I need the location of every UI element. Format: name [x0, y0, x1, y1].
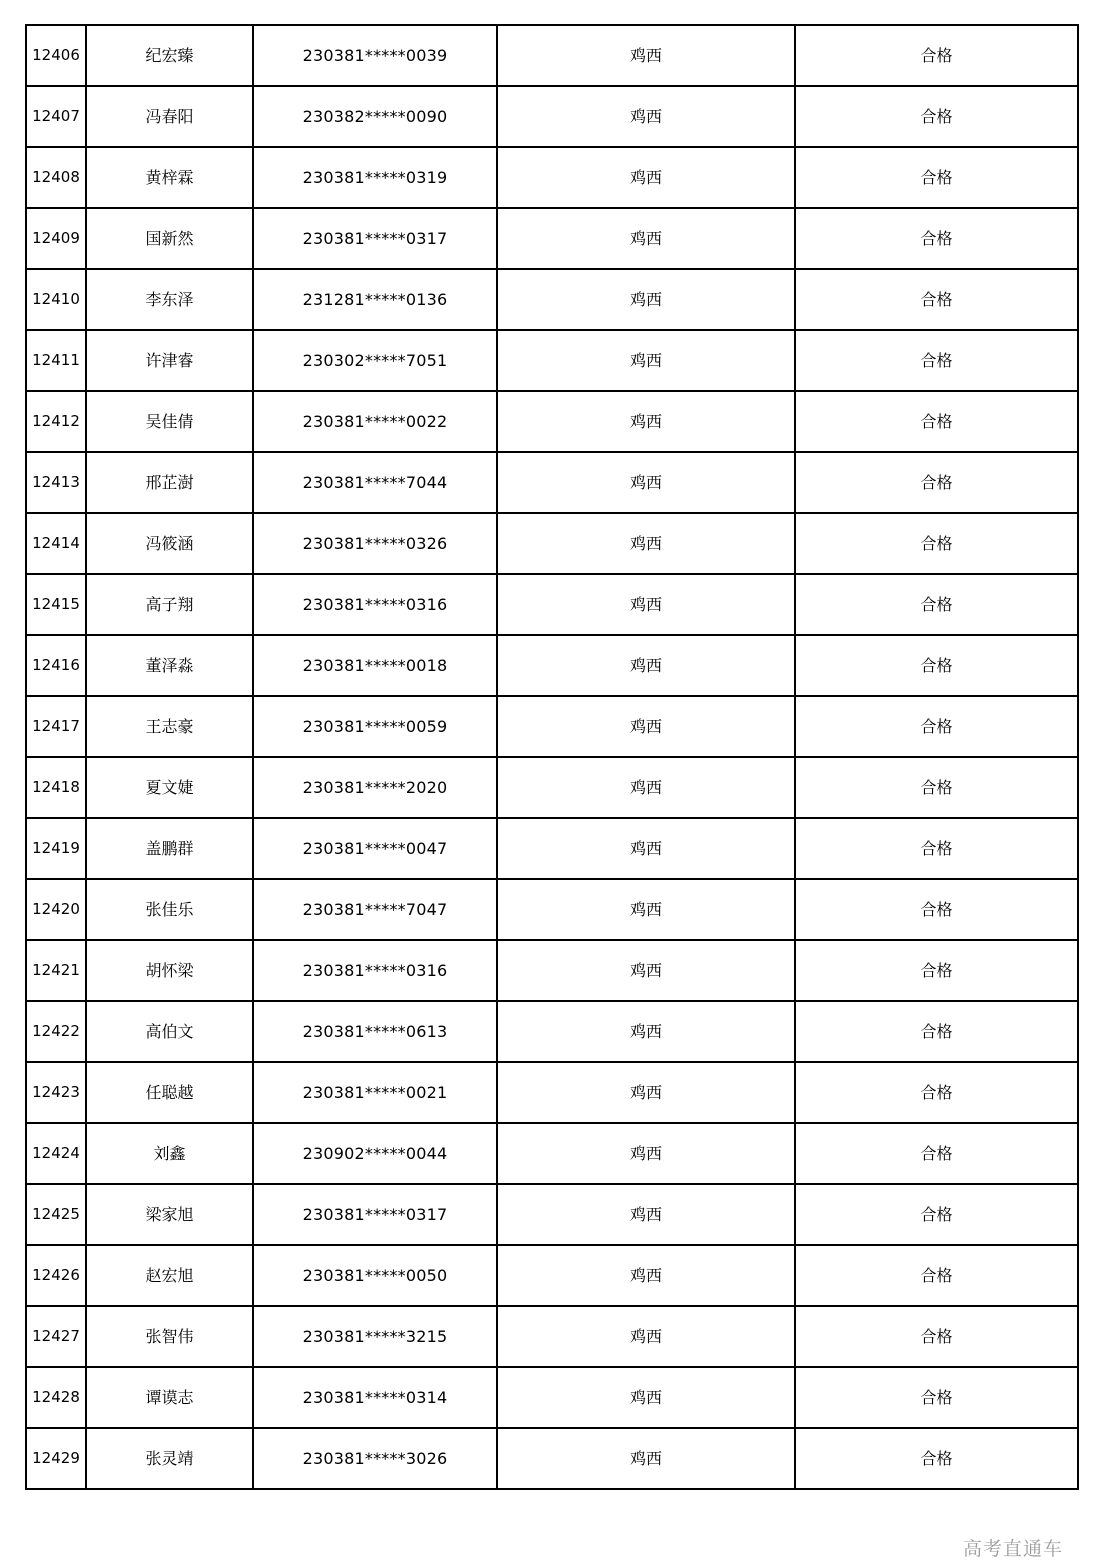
- cell-result: 合格: [795, 1001, 1078, 1062]
- cell-region: 鸡西: [497, 86, 795, 147]
- cell-region: 鸡西: [497, 1001, 795, 1062]
- cell-result: 合格: [795, 696, 1078, 757]
- cell-name: 任聪越: [86, 1062, 253, 1123]
- cell-region: 鸡西: [497, 1428, 795, 1489]
- cell-region: 鸡西: [497, 696, 795, 757]
- table-row: [26, 818, 1078, 879]
- table-row: [26, 879, 1078, 940]
- cell-id-number: 230381*****0317: [253, 208, 497, 269]
- cell-name: 黄梓霖: [86, 147, 253, 208]
- cell-number: 12414: [26, 513, 86, 574]
- cell-region: 鸡西: [497, 1062, 795, 1123]
- cell-result: 合格: [795, 1367, 1078, 1428]
- cell-name: 张智伟: [86, 1306, 253, 1367]
- table-row: [26, 574, 1078, 635]
- cell-id-number: 230381*****0039: [253, 25, 497, 86]
- cell-result: 合格: [795, 1245, 1078, 1306]
- cell-number: 12411: [26, 330, 86, 391]
- cell-name: 国新然: [86, 208, 253, 269]
- cell-region: 鸡西: [497, 391, 795, 452]
- cell-result: 合格: [795, 574, 1078, 635]
- cell-result: 合格: [795, 86, 1078, 147]
- table-row: [26, 1367, 1078, 1428]
- cell-name: 张佳乐: [86, 879, 253, 940]
- cell-id-number: 230381*****3215: [253, 1306, 497, 1367]
- cell-number: 12415: [26, 574, 86, 635]
- table-row: [26, 1306, 1078, 1367]
- cell-number: 12420: [26, 879, 86, 940]
- cell-result: 合格: [795, 940, 1078, 1001]
- cell-number: 12425: [26, 1184, 86, 1245]
- cell-region: 鸡西: [497, 1123, 795, 1184]
- cell-number: 12424: [26, 1123, 86, 1184]
- cell-number: 12418: [26, 757, 86, 818]
- cell-id-number: 230381*****3026: [253, 1428, 497, 1489]
- table-row: [26, 1428, 1078, 1489]
- cell-result: 合格: [795, 269, 1078, 330]
- cell-region: 鸡西: [497, 940, 795, 1001]
- table-row: [26, 635, 1078, 696]
- cell-number: 12429: [26, 1428, 86, 1489]
- cell-id-number: 230381*****0018: [253, 635, 497, 696]
- cell-number: 12423: [26, 1062, 86, 1123]
- cell-region: 鸡西: [497, 879, 795, 940]
- cell-number: 12426: [26, 1245, 86, 1306]
- table-row: [26, 330, 1078, 391]
- cell-number: 12416: [26, 635, 86, 696]
- cell-result: 合格: [795, 635, 1078, 696]
- cell-id-number: 230381*****2020: [253, 757, 497, 818]
- cell-region: 鸡西: [497, 452, 795, 513]
- table-row: [26, 757, 1078, 818]
- cell-region: 鸡西: [497, 208, 795, 269]
- cell-id-number: 230381*****0314: [253, 1367, 497, 1428]
- cell-name: 纪宏臻: [86, 25, 253, 86]
- cell-region: 鸡西: [497, 25, 795, 86]
- cell-name: 邢芷澍: [86, 452, 253, 513]
- cell-number: 12410: [26, 269, 86, 330]
- watermark: 高考直通车: [963, 1538, 1064, 1560]
- cell-result: 合格: [795, 330, 1078, 391]
- cell-id-number: 230902*****0044: [253, 1123, 497, 1184]
- cell-region: 鸡西: [497, 1245, 795, 1306]
- cell-result: 合格: [795, 1123, 1078, 1184]
- cell-id-number: 231281*****0136: [253, 269, 497, 330]
- cell-result: 合格: [795, 208, 1078, 269]
- cell-name: 谭谟志: [86, 1367, 253, 1428]
- cell-id-number: 230381*****0050: [253, 1245, 497, 1306]
- cell-result: 合格: [795, 818, 1078, 879]
- table-row: [26, 513, 1078, 574]
- cell-region: 鸡西: [497, 574, 795, 635]
- cell-number: 12417: [26, 696, 86, 757]
- cell-id-number: 230381*****0047: [253, 818, 497, 879]
- cell-result: 合格: [795, 25, 1078, 86]
- cell-number: 12407: [26, 86, 86, 147]
- cell-number: 12422: [26, 1001, 86, 1062]
- cell-number: 12421: [26, 940, 86, 1001]
- cell-number: 12408: [26, 147, 86, 208]
- cell-region: 鸡西: [497, 635, 795, 696]
- cell-result: 合格: [795, 452, 1078, 513]
- cell-id-number: 230381*****0021: [253, 1062, 497, 1123]
- cell-region: 鸡西: [497, 1367, 795, 1428]
- cell-name: 高子翔: [86, 574, 253, 635]
- cell-id-number: 230381*****0319: [253, 147, 497, 208]
- cell-region: 鸡西: [497, 818, 795, 879]
- cell-id-number: 230381*****0613: [253, 1001, 497, 1062]
- cell-name: 夏文婕: [86, 757, 253, 818]
- cell-id-number: 230381*****7047: [253, 879, 497, 940]
- cell-id-number: 230381*****0326: [253, 513, 497, 574]
- table-row: [26, 452, 1078, 513]
- cell-name: 冯春阳: [86, 86, 253, 147]
- cell-name: 李东泽: [86, 269, 253, 330]
- cell-name: 梁家旭: [86, 1184, 253, 1245]
- table-row: [26, 1184, 1078, 1245]
- cell-result: 合格: [795, 513, 1078, 574]
- cell-id-number: 230381*****0316: [253, 574, 497, 635]
- cell-name: 吴佳倩: [86, 391, 253, 452]
- cell-result: 合格: [795, 1062, 1078, 1123]
- cell-region: 鸡西: [497, 513, 795, 574]
- cell-id-number: 230381*****0316: [253, 940, 497, 1001]
- table-row: [26, 25, 1078, 86]
- cell-number: 12427: [26, 1306, 86, 1367]
- table-row: [26, 1245, 1078, 1306]
- cell-name: 胡怀梁: [86, 940, 253, 1001]
- cell-id-number: 230302*****7051: [253, 330, 497, 391]
- cell-name: 盖鹏群: [86, 818, 253, 879]
- cell-name: 王志豪: [86, 696, 253, 757]
- cell-result: 合格: [795, 1428, 1078, 1489]
- cell-name: 赵宏旭: [86, 1245, 253, 1306]
- table-row: [26, 1123, 1078, 1184]
- cell-result: 合格: [795, 1306, 1078, 1367]
- cell-number: 12413: [26, 452, 86, 513]
- cell-region: 鸡西: [497, 1184, 795, 1245]
- cell-number: 12419: [26, 818, 86, 879]
- cell-number: 12428: [26, 1367, 86, 1428]
- table-row: [26, 1001, 1078, 1062]
- cell-result: 合格: [795, 879, 1078, 940]
- cell-id-number: 230381*****0022: [253, 391, 497, 452]
- cell-name: 冯筱涵: [86, 513, 253, 574]
- cell-result: 合格: [795, 1184, 1078, 1245]
- cell-number: 12412: [26, 391, 86, 452]
- cell-id-number: 230381*****7044: [253, 452, 497, 513]
- table-row: [26, 208, 1078, 269]
- cell-name: 许津睿: [86, 330, 253, 391]
- cell-result: 合格: [795, 757, 1078, 818]
- cell-name: 张灵靖: [86, 1428, 253, 1489]
- cell-region: 鸡西: [497, 757, 795, 818]
- cell-number: 12406: [26, 25, 86, 86]
- table-row: [26, 696, 1078, 757]
- cell-number: 12409: [26, 208, 86, 269]
- roster-table-body: [26, 25, 1078, 1489]
- table-row: [26, 1062, 1078, 1123]
- table-row: [26, 391, 1078, 452]
- cell-region: 鸡西: [497, 269, 795, 330]
- cell-name: 高伯文: [86, 1001, 253, 1062]
- cell-id-number: 230381*****0059: [253, 696, 497, 757]
- cell-name: 董泽淼: [86, 635, 253, 696]
- cell-id-number: 230381*****0317: [253, 1184, 497, 1245]
- cell-region: 鸡西: [497, 330, 795, 391]
- table-row: [26, 86, 1078, 147]
- cell-id-number: 230382*****0090: [253, 86, 497, 147]
- cell-region: 鸡西: [497, 147, 795, 208]
- table-row: [26, 940, 1078, 1001]
- cell-result: 合格: [795, 391, 1078, 452]
- cell-result: 合格: [795, 147, 1078, 208]
- cell-name: 刘鑫: [86, 1123, 253, 1184]
- cell-region: 鸡西: [497, 1306, 795, 1367]
- roster-table: [25, 24, 1079, 1490]
- table-row: [26, 147, 1078, 208]
- table-row: [26, 269, 1078, 330]
